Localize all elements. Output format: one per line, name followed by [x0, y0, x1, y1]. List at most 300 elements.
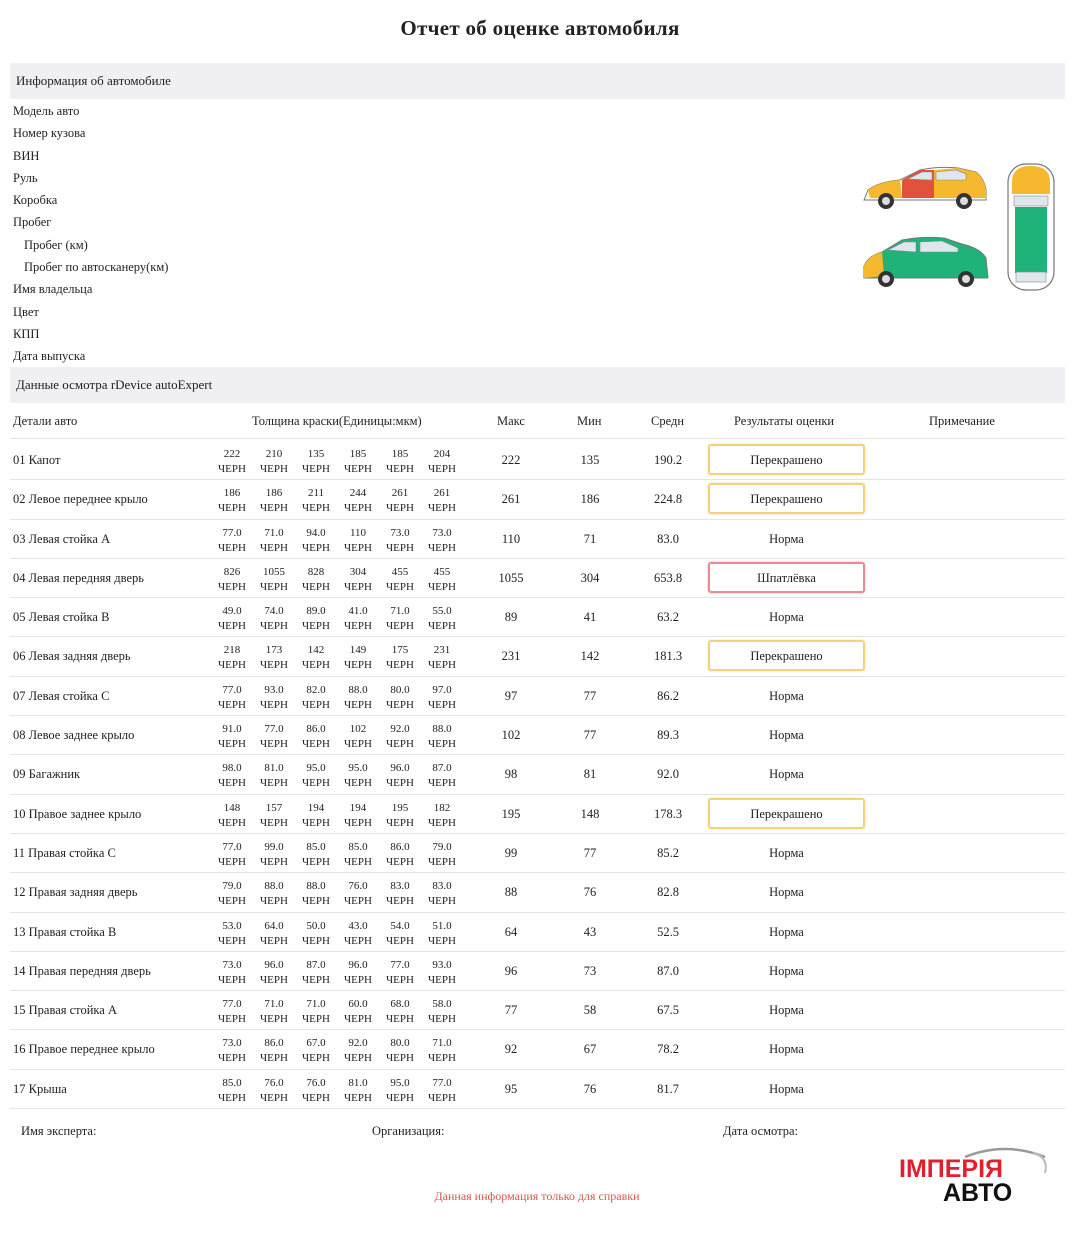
thickness-cell [212, 1036, 252, 1066]
paint-color-label: ЧЕРН [386, 895, 414, 908]
thickness-value: 96.0 [348, 958, 368, 971]
paint-color-label: ЧЕРН [260, 698, 288, 711]
paint-color-label: ЧЕРН [218, 1013, 246, 1026]
thickness-cell [296, 643, 336, 673]
thickness-cell [380, 840, 420, 870]
min-value: 142 [580, 649, 600, 664]
paint-color-label: ЧЕРН [386, 855, 414, 868]
paint-color-label: ЧЕРН [428, 777, 456, 790]
thickness-cell [296, 919, 336, 949]
thickness-value: 41.0 [348, 605, 368, 618]
thickness-value: 194 [307, 801, 325, 814]
paint-color-label: ЧЕРН [344, 502, 372, 515]
thickness-value: 54.0 [390, 919, 410, 932]
thickness-cell [422, 997, 462, 1027]
thickness-cell [212, 722, 252, 752]
thickness-cell [296, 526, 336, 556]
paint-color-label: ЧЕРН [302, 463, 330, 475]
thickness-cell [296, 761, 336, 791]
thickness-value: 94.0 [306, 526, 326, 539]
thickness-value: 67.0 [306, 1037, 326, 1050]
paint-color-label: ЧЕРН [260, 738, 288, 751]
thickness-cell [338, 761, 378, 791]
paint-color-label: ЧЕРН [218, 816, 246, 829]
thickness-value: 55.0 [432, 605, 452, 618]
thickness-value: 218 [223, 644, 241, 657]
car-damage-diagram [858, 160, 1068, 300]
expert-name-label: Имя эксперта: [21, 1124, 97, 1138]
paint-color-label: ЧЕРН [302, 659, 330, 672]
thickness-cell [296, 604, 336, 634]
thickness-cell [380, 1036, 420, 1066]
thickness-cell [338, 1076, 378, 1106]
thickness-value: 1055 [263, 565, 285, 578]
thickness-value: 98.0 [222, 762, 242, 775]
result-badge: Перекрашено [708, 483, 865, 514]
paint-color-label: ЧЕРН [218, 855, 246, 868]
thickness-cell [422, 643, 462, 673]
result-badge: Норма [769, 688, 804, 703]
paint-color-label: ЧЕРН [386, 659, 414, 672]
paint-color-label: ЧЕРН [218, 895, 246, 908]
paint-color-label: ЧЕРН [260, 1013, 288, 1026]
paint-color-label: ЧЕРН [428, 1052, 456, 1065]
thickness-value: 186 [265, 487, 283, 500]
table-row [10, 520, 1065, 559]
thickness-cell [296, 565, 336, 595]
paint-color-label: ЧЕРН [260, 580, 288, 593]
avg-value: 181.3 [653, 649, 683, 664]
paint-color-label: ЧЕРН [344, 659, 372, 672]
avg-value: 63.2 [657, 610, 679, 625]
thickness-value: 222 [223, 448, 241, 460]
thickness-value: 194 [349, 801, 367, 814]
result-badge: Перекрашено [708, 444, 865, 475]
thickness-cell [380, 604, 420, 634]
info-field-label: Пробег по автосканеру(км) [24, 260, 169, 275]
avg-value: 86.2 [657, 688, 679, 703]
thickness-value: 85.0 [306, 840, 326, 853]
header-divider [10, 438, 1065, 439]
thickness-value: 826 [223, 565, 241, 578]
min-value: 77 [583, 728, 597, 743]
paint-color-label: ЧЕРН [344, 1091, 372, 1104]
avg-value: 78.2 [657, 1042, 679, 1057]
thickness-value: 97.0 [432, 683, 452, 696]
result-badge: Норма [769, 767, 804, 782]
thickness-value: 96.0 [390, 762, 410, 775]
result-badge: Норма [769, 1003, 804, 1018]
min-value: 76 [583, 1081, 597, 1096]
thickness-cell [422, 565, 462, 595]
thickness-cell [254, 526, 294, 556]
min-value: 81 [583, 767, 597, 782]
avg-value: 81.7 [657, 1081, 679, 1096]
thickness-value: 157 [265, 801, 283, 814]
thickness-value: 142 [307, 644, 325, 657]
thickness-value: 304 [349, 565, 367, 578]
thickness-cell [380, 801, 420, 831]
thickness-cell [422, 840, 462, 870]
thickness-cell [338, 919, 378, 949]
paint-color-label: ЧЕРН [260, 816, 288, 829]
avg-value: 653.8 [653, 570, 683, 585]
paint-color-label: ЧЕРН [302, 895, 330, 908]
paint-color-label: ЧЕРН [386, 738, 414, 751]
thickness-value: 86.0 [390, 840, 410, 853]
paint-color-label: ЧЕРН [428, 895, 456, 908]
thickness-value: 71.0 [432, 1037, 452, 1050]
car-info-section-header: Информация об автомобиле [10, 63, 1065, 99]
thickness-cell [254, 486, 294, 516]
thickness-cell [338, 643, 378, 673]
thickness-cell [212, 683, 252, 713]
paint-color-label: ЧЕРН [218, 620, 246, 633]
paint-color-label: ЧЕРН [218, 659, 246, 672]
thickness-value: 195 [391, 801, 409, 814]
avg-value: 190.2 [653, 453, 683, 467]
thickness-cell [338, 1036, 378, 1066]
paint-color-label: ЧЕРН [302, 973, 330, 986]
thickness-value: 231 [433, 644, 451, 657]
paint-color-label: ЧЕРН [260, 1052, 288, 1065]
paint-color-label: ЧЕРН [428, 816, 456, 829]
thickness-cell [422, 761, 462, 791]
thickness-value: 83.0 [432, 880, 452, 893]
paint-color-label: ЧЕРН [218, 580, 246, 593]
part-name: 07 Левая стойка C [13, 688, 110, 703]
thickness-value: 68.0 [390, 998, 410, 1011]
thickness-value: 86.0 [306, 723, 326, 736]
part-name: 12 Правая задняя дверь [13, 885, 138, 900]
thickness-value: 828 [307, 565, 325, 578]
info-field-label: Номер кузова [13, 126, 86, 141]
paint-color-label: ЧЕРН [428, 502, 456, 515]
thickness-cell [380, 919, 420, 949]
min-value: 77 [583, 688, 597, 703]
thickness-cell [254, 958, 294, 988]
thickness-value: 79.0 [222, 880, 242, 893]
max-value: 1055 [498, 570, 524, 585]
thickness-value: 455 [433, 565, 451, 578]
info-field-label: Пробег [13, 215, 52, 230]
thickness-cell [212, 565, 252, 595]
header-max: Макс [497, 414, 525, 428]
max-value: 261 [501, 492, 521, 507]
paint-color-label: ЧЕРН [386, 463, 414, 475]
thickness-value: 88.0 [432, 723, 452, 736]
paint-color-label: ЧЕРН [386, 934, 414, 947]
thickness-value: 77.0 [222, 840, 242, 853]
thickness-cell [422, 486, 462, 516]
thickness-cell [254, 997, 294, 1027]
table-row [10, 1070, 1065, 1109]
thickness-value: 73.0 [390, 526, 410, 539]
paint-color-label: ЧЕРН [218, 738, 246, 751]
thickness-cell [296, 997, 336, 1027]
thickness-cell [380, 997, 420, 1027]
paint-color-label: ЧЕРН [344, 580, 372, 593]
thickness-value: 244 [349, 487, 367, 500]
paint-color-label: ЧЕРН [260, 1091, 288, 1104]
info-field-label: КПП [13, 326, 40, 341]
paint-color-label: ЧЕРН [218, 777, 246, 790]
thickness-cell [380, 958, 420, 988]
paint-color-label: ЧЕРН [428, 1013, 456, 1026]
thickness-value: 86.0 [264, 1037, 284, 1050]
thickness-value: 261 [391, 487, 409, 500]
thickness-value: 53.0 [222, 919, 242, 932]
table-row [10, 873, 1065, 912]
paint-color-label: ЧЕРН [302, 1013, 330, 1026]
thickness-value: 182 [433, 801, 451, 814]
result-badge: Норма [769, 924, 804, 939]
paint-color-label: ЧЕРН [344, 620, 372, 633]
max-value: 92 [504, 1042, 518, 1057]
paint-color-label: ЧЕРН [260, 973, 288, 986]
part-name: 01 Капот [13, 453, 61, 467]
result-badge: Норма [769, 531, 804, 546]
car-right-side-view [864, 237, 988, 287]
thickness-value: 83.0 [390, 880, 410, 893]
thickness-cell [422, 958, 462, 988]
table-row [10, 834, 1065, 873]
thickness-value: 149 [349, 644, 367, 657]
header-result: Результаты оценки [734, 414, 835, 428]
paint-color-label: ЧЕРН [386, 1013, 414, 1026]
paint-color-label: ЧЕРН [302, 502, 330, 515]
result-badge: Перекрашено [708, 798, 865, 829]
thickness-cell [296, 1076, 336, 1106]
thickness-cell [254, 840, 294, 870]
thickness-cell [422, 722, 462, 752]
paint-color-label: ЧЕРН [218, 698, 246, 711]
thickness-value: 85.0 [348, 840, 368, 853]
paint-color-label: ЧЕРН [344, 777, 372, 790]
paint-color-label: ЧЕРН [302, 541, 330, 554]
logo-text-avto: АВТО [943, 1179, 1013, 1205]
result-badge: Норма [769, 728, 804, 743]
thickness-cell [380, 1076, 420, 1106]
paint-color-label: ЧЕРН [260, 620, 288, 633]
avg-value: 92.0 [657, 767, 679, 782]
avg-value: 83.0 [657, 531, 679, 546]
avg-value: 85.2 [657, 845, 679, 860]
thickness-cell [380, 879, 420, 909]
thickness-cell [254, 565, 294, 595]
thickness-value: 175 [391, 644, 409, 657]
paint-color-label: ЧЕРН [428, 698, 456, 711]
thickness-value: 93.0 [432, 958, 452, 971]
paint-color-label: ЧЕРН [260, 855, 288, 868]
table-row [10, 952, 1065, 991]
part-name: 06 Левая задняя дверь [13, 649, 131, 664]
thickness-value: 71.0 [264, 998, 284, 1011]
paint-color-label: ЧЕРН [344, 738, 372, 751]
thickness-value: 80.0 [390, 1037, 410, 1050]
paint-color-label: ЧЕРН [302, 738, 330, 751]
min-value: 304 [580, 570, 600, 585]
min-value: 135 [580, 453, 600, 467]
thickness-cell [422, 1076, 462, 1106]
thickness-cell [296, 447, 336, 477]
table-row [10, 637, 1065, 676]
thickness-cell [338, 604, 378, 634]
thickness-cell [296, 801, 336, 831]
thickness-cell [422, 801, 462, 831]
info-field-label: Модель авто [13, 104, 80, 118]
thickness-cell [212, 997, 252, 1027]
table-row [10, 913, 1065, 952]
thickness-cell [254, 1036, 294, 1066]
thickness-value: 185 [391, 448, 409, 460]
thickness-value: 71.0 [264, 526, 284, 539]
thickness-value: 71.0 [306, 998, 326, 1011]
thickness-cell [338, 997, 378, 1027]
thickness-cell [380, 565, 420, 595]
max-value: 222 [501, 453, 521, 467]
max-value: 96 [504, 963, 518, 978]
max-value: 77 [504, 1003, 518, 1018]
table-row [10, 559, 1065, 598]
paint-color-label: ЧЕРН [218, 463, 246, 475]
paint-color-label: ЧЕРН [428, 620, 456, 633]
paint-color-label: ЧЕРН [344, 855, 372, 868]
thickness-cell [380, 526, 420, 556]
thickness-value: 77.0 [390, 958, 410, 971]
info-field-label: Цвет [13, 304, 39, 319]
paint-color-label: ЧЕРН [302, 698, 330, 711]
paint-color-label: ЧЕРН [218, 502, 246, 515]
thickness-value: 74.0 [264, 605, 284, 618]
result-badge: Норма [769, 610, 804, 625]
avg-value: 67.5 [657, 1003, 679, 1018]
max-value: 231 [501, 649, 521, 664]
min-value: 148 [580, 806, 600, 821]
paint-color-label: ЧЕРН [344, 816, 372, 829]
thickness-value: 85.0 [222, 1076, 242, 1089]
min-value: 76 [583, 885, 597, 900]
min-value: 71 [583, 531, 597, 546]
part-name: 16 Правое переднее крыло [13, 1042, 155, 1057]
inspection-section-header: Данные осмотра rDevice autoExpert [10, 367, 1065, 403]
disclaimer-text: Данная информация только для справки [434, 1189, 640, 1203]
thickness-cell [338, 565, 378, 595]
paint-color-label: ЧЕРН [344, 1052, 372, 1065]
paint-color-label: ЧЕРН [428, 973, 456, 986]
paint-color-label: ЧЕРН [218, 1091, 246, 1104]
info-field-label: Дата выпуска [13, 349, 86, 364]
thickness-cell [212, 761, 252, 791]
paint-color-label: ЧЕРН [302, 855, 330, 868]
thickness-cell [380, 643, 420, 673]
result-badge: Норма [769, 1042, 804, 1057]
paint-color-label: ЧЕРН [260, 659, 288, 672]
paint-color-label: ЧЕРН [386, 698, 414, 711]
table-row [10, 755, 1065, 794]
thickness-cell [212, 801, 252, 831]
thickness-cell [338, 840, 378, 870]
paint-color-label: ЧЕРН [260, 541, 288, 554]
thickness-cell [254, 801, 294, 831]
paint-color-label: ЧЕРН [218, 541, 246, 554]
min-value: 186 [580, 492, 600, 507]
thickness-value: 148 [223, 801, 241, 814]
result-badge: Перекрашено [708, 640, 865, 671]
thickness-value: 93.0 [264, 683, 284, 696]
thickness-value: 77.0 [432, 1076, 452, 1089]
min-value: 67 [583, 1042, 597, 1057]
thickness-value: 204 [433, 448, 451, 460]
logo-text-imperia: IMПЕРІЯ [899, 1155, 1004, 1183]
max-value: 102 [501, 728, 521, 743]
info-field-label: Имя владельца [13, 282, 93, 297]
car-left-side-view [864, 167, 986, 209]
info-field-label: Пробег (км) [24, 237, 88, 252]
avg-value: 52.5 [657, 924, 679, 939]
thickness-value: 186 [223, 487, 241, 500]
paint-color-label: ЧЕРН [302, 934, 330, 947]
thickness-cell [338, 801, 378, 831]
thickness-cell [212, 840, 252, 870]
thickness-value: 110 [349, 526, 367, 539]
paint-color-label: ЧЕРН [302, 620, 330, 633]
thickness-cell [254, 879, 294, 909]
paint-color-label: ЧЕРН [428, 1091, 456, 1104]
max-value: 195 [501, 806, 521, 821]
max-value: 99 [504, 845, 518, 860]
part-name: 11 Правая стойка C [13, 845, 116, 860]
paint-color-label: ЧЕРН [302, 1091, 330, 1104]
max-value: 89 [504, 610, 518, 625]
thickness-cell [212, 604, 252, 634]
thickness-cell [254, 919, 294, 949]
header-avg: Средн [651, 414, 685, 428]
thickness-cell [296, 722, 336, 752]
thickness-value: 79.0 [432, 840, 452, 853]
min-value: 41 [583, 610, 597, 625]
table-row [10, 795, 1065, 834]
thickness-cell [338, 879, 378, 909]
min-value: 77 [583, 845, 597, 860]
inspection-table [10, 441, 1065, 1109]
paint-color-label: ЧЕРН [428, 855, 456, 868]
thickness-cell [422, 683, 462, 713]
paint-color-label: ЧЕРН [260, 777, 288, 790]
paint-color-label: ЧЕРН [386, 1052, 414, 1065]
thickness-value: 77.0 [222, 526, 242, 539]
part-name: 14 Правая передняя дверь [13, 963, 151, 978]
thickness-cell [338, 722, 378, 752]
thickness-value: 73.0 [222, 1037, 242, 1050]
header-part: Детали авто [13, 414, 78, 428]
thickness-cell [254, 447, 294, 477]
thickness-cell [296, 683, 336, 713]
thickness-value: 88.0 [264, 880, 284, 893]
max-value: 95 [504, 1081, 518, 1096]
thickness-value: 261 [433, 487, 451, 500]
thickness-cell [212, 526, 252, 556]
thickness-cell [212, 447, 252, 477]
header-note: Примечание [929, 414, 995, 428]
thickness-cell [296, 840, 336, 870]
thickness-cell [212, 643, 252, 673]
avg-value: 178.3 [653, 806, 683, 821]
paint-color-label: ЧЕРН [386, 777, 414, 790]
inspection-date-label: Дата осмотра: [723, 1124, 799, 1138]
thickness-value: 76.0 [306, 1076, 326, 1089]
avg-value: 87.0 [657, 963, 679, 978]
